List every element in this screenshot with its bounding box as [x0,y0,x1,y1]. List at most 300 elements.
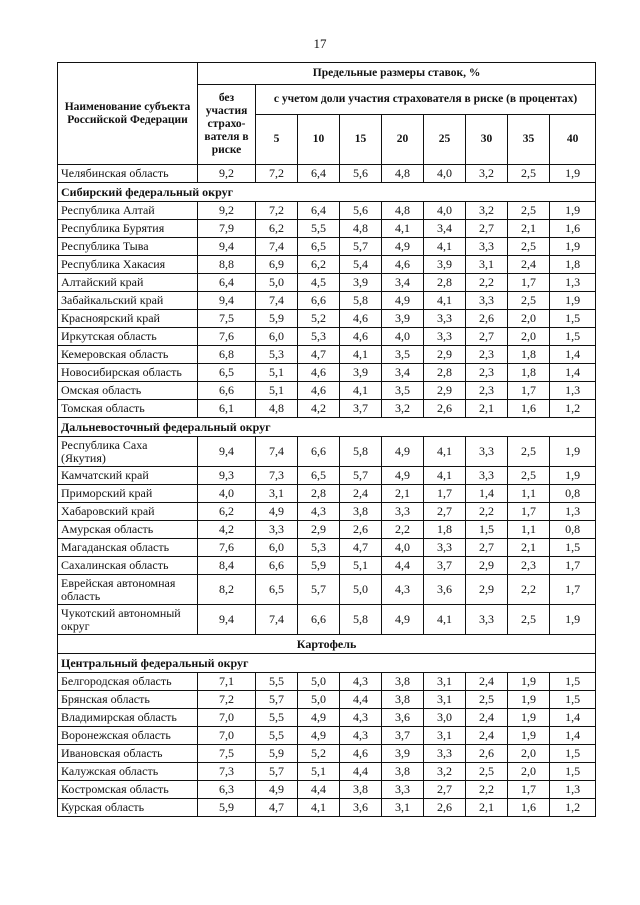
rate-share-25: 3,9 [424,256,466,274]
rate-share-5: 6,2 [256,220,298,238]
rate-no-share: 6,8 [198,346,256,364]
rate-share-35: 1,7 [508,503,550,521]
rate-share-5: 3,1 [256,485,298,503]
rate-share-40: 1,8 [550,256,596,274]
rate-share-15: 2,6 [340,521,382,539]
rate-share-40: 1,5 [550,328,596,346]
table-row [58,605,596,635]
rate-share-5: 7,4 [256,605,298,635]
rate-share-35: 2,1 [508,539,550,557]
rates-title-header: Предельные размеры ставок, % [198,63,596,85]
rate-share-25: 2,8 [424,274,466,292]
rate-share-25: 3,3 [424,539,466,557]
rate-share-10: 6,6 [298,437,340,467]
share-header-20: 20 [382,115,424,165]
table-row [58,673,596,691]
rate-share-30: 2,6 [466,310,508,328]
rate-share-15: 5,6 [340,202,382,220]
rate-share-20: 3,1 [382,799,424,817]
table-row [58,202,596,220]
rate-share-10: 6,4 [298,165,340,183]
rate-share-5: 4,7 [256,799,298,817]
rate-share-15: 5,7 [340,238,382,256]
rate-share-5: 5,1 [256,364,298,382]
rate-share-15: 5,0 [340,575,382,605]
rate-share-40: 1,9 [550,437,596,467]
region-name: Республика Хакасия [58,256,198,274]
rate-share-35: 1,9 [508,673,550,691]
share-header-30: 30 [466,115,508,165]
table-row [58,503,596,521]
rate-no-share: 4,0 [198,485,256,503]
rate-share-25: 3,4 [424,220,466,238]
section-heading: Центральный федеральный округ [58,654,596,673]
rate-share-25: 2,9 [424,346,466,364]
rate-share-25: 2,9 [424,382,466,400]
rate-no-share: 9,4 [198,605,256,635]
rate-share-35: 1,1 [508,521,550,539]
rate-share-5: 5,9 [256,745,298,763]
rate-share-25: 3,2 [424,763,466,781]
rate-share-35: 1,7 [508,274,550,292]
rate-share-40: 1,5 [550,310,596,328]
rate-share-20: 2,2 [382,521,424,539]
rate-share-30: 2,2 [466,781,508,799]
rate-share-5: 7,4 [256,292,298,310]
table-row [58,400,596,418]
rate-share-5: 5,5 [256,673,298,691]
rate-share-30: 3,2 [466,202,508,220]
rate-share-25: 2,7 [424,503,466,521]
rate-share-10: 4,3 [298,503,340,521]
table-row [58,557,596,575]
rate-share-25: 3,6 [424,575,466,605]
rate-no-share: 9,2 [198,165,256,183]
region-name: Амурская область [58,521,198,539]
share-header-10: 10 [298,115,340,165]
rate-share-20: 4,6 [382,256,424,274]
region-name: Омская область [58,382,198,400]
rate-share-35: 2,5 [508,605,550,635]
rate-share-25: 4,1 [424,238,466,256]
rate-share-30: 3,3 [466,292,508,310]
table-row [58,799,596,817]
region-name: Брянская область [58,691,198,709]
table-row [58,382,596,400]
rate-share-35: 2,0 [508,310,550,328]
rate-share-35: 2,3 [508,557,550,575]
rate-share-20: 3,4 [382,364,424,382]
rate-share-20: 4,3 [382,575,424,605]
rate-share-15: 5,6 [340,165,382,183]
rate-share-35: 2,5 [508,292,550,310]
rate-share-15: 4,4 [340,763,382,781]
rate-share-30: 3,1 [466,256,508,274]
rate-share-25: 3,0 [424,709,466,727]
rate-share-35: 1,9 [508,709,550,727]
rate-no-share: 6,5 [198,364,256,382]
rate-share-10: 4,9 [298,709,340,727]
rate-share-20: 4,0 [382,328,424,346]
rate-share-35: 1,9 [508,691,550,709]
region-name: Республика Бурятия [58,220,198,238]
rate-share-10: 2,8 [298,485,340,503]
rate-share-15: 4,1 [340,382,382,400]
rate-share-10: 4,6 [298,382,340,400]
rate-no-share: 7,6 [198,328,256,346]
rate-share-35: 1,7 [508,382,550,400]
rate-share-30: 3,3 [466,605,508,635]
rate-share-10: 4,6 [298,364,340,382]
rate-no-share: 7,1 [198,673,256,691]
rate-share-35: 2,0 [508,745,550,763]
rate-share-5: 4,8 [256,400,298,418]
region-name: Приморский край [58,485,198,503]
rate-no-share: 5,9 [198,799,256,817]
rate-share-15: 3,8 [340,781,382,799]
rate-share-15: 5,8 [340,292,382,310]
rate-share-10: 5,3 [298,539,340,557]
rate-share-5: 6,5 [256,575,298,605]
name-column-header: Наименование субъекта Российской Федерации [58,63,198,165]
rate-share-15: 4,3 [340,673,382,691]
rate-share-40: 1,7 [550,575,596,605]
rate-share-25: 4,1 [424,605,466,635]
table-row [58,727,596,745]
rate-share-30: 1,5 [466,521,508,539]
section-heading-row [58,183,596,202]
rate-no-share: 8,8 [198,256,256,274]
rate-share-40: 0,8 [550,485,596,503]
region-name: Томская область [58,400,198,418]
rate-no-share: 7,6 [198,539,256,557]
rate-share-25: 4,1 [424,292,466,310]
rate-share-30: 2,3 [466,364,508,382]
rate-no-share: 9,4 [198,238,256,256]
region-name: Курская область [58,799,198,817]
rate-share-35: 2,0 [508,328,550,346]
rate-share-35: 2,5 [508,437,550,467]
rate-share-20: 3,5 [382,346,424,364]
rate-share-35: 2,5 [508,467,550,485]
rate-no-share: 9,3 [198,467,256,485]
rate-share-40: 1,9 [550,202,596,220]
table-row [58,467,596,485]
rate-share-40: 1,5 [550,673,596,691]
rate-share-25: 1,7 [424,485,466,503]
rate-share-10: 4,7 [298,346,340,364]
rate-share-40: 1,5 [550,745,596,763]
rate-share-5: 4,9 [256,781,298,799]
table-row [58,256,596,274]
rate-share-35: 1,6 [508,799,550,817]
rate-share-25: 3,1 [424,727,466,745]
rate-share-5: 6,6 [256,557,298,575]
table-row [58,575,596,605]
rate-share-15: 4,4 [340,691,382,709]
rate-share-25: 3,1 [424,673,466,691]
rate-share-15: 4,3 [340,727,382,745]
rate-share-30: 3,3 [466,437,508,467]
rate-share-10: 4,5 [298,274,340,292]
rate-share-40: 0,8 [550,521,596,539]
table-row [58,220,596,238]
rate-share-10: 4,4 [298,781,340,799]
rate-share-20: 2,1 [382,485,424,503]
rate-share-30: 2,4 [466,709,508,727]
region-name: Владимирская область [58,709,198,727]
table-row [58,709,596,727]
table-row [58,310,596,328]
table-row [58,364,596,382]
rate-share-25: 4,1 [424,467,466,485]
rate-share-40: 1,5 [550,539,596,557]
rate-share-35: 2,0 [508,763,550,781]
rate-share-35: 1,7 [508,781,550,799]
rate-share-15: 5,7 [340,467,382,485]
rate-share-15: 3,9 [340,364,382,382]
rate-share-30: 2,6 [466,745,508,763]
rate-share-15: 5,1 [340,557,382,575]
table-row [58,745,596,763]
rate-no-share: 7,0 [198,709,256,727]
rate-share-30: 2,4 [466,727,508,745]
table-body [58,165,596,817]
rate-share-40: 1,3 [550,503,596,521]
rate-share-10: 6,4 [298,202,340,220]
rate-share-15: 4,3 [340,709,382,727]
region-name: Красноярский край [58,310,198,328]
rate-share-5: 4,9 [256,503,298,521]
rate-share-25: 3,7 [424,557,466,575]
rate-share-10: 2,9 [298,521,340,539]
rate-share-30: 1,4 [466,485,508,503]
rate-share-35: 2,5 [508,238,550,256]
rate-share-5: 5,5 [256,709,298,727]
table-row [58,763,596,781]
region-name: Чукотский автономный округ [58,605,198,635]
rate-no-share: 9,2 [198,202,256,220]
share-header-15: 15 [340,115,382,165]
rate-share-20: 4,9 [382,605,424,635]
region-name: Республика Саха (Якутия) [58,437,198,467]
rate-share-10: 5,7 [298,575,340,605]
rate-share-30: 2,9 [466,557,508,575]
rate-share-30: 3,3 [466,238,508,256]
rate-no-share: 7,0 [198,727,256,745]
rate-share-5: 3,3 [256,521,298,539]
rate-no-share: 6,1 [198,400,256,418]
rate-share-35: 2,4 [508,256,550,274]
region-name: Челябинская область [58,165,198,183]
rate-share-10: 6,6 [298,292,340,310]
rate-share-10: 5,9 [298,557,340,575]
rate-share-40: 1,9 [550,292,596,310]
rate-share-20: 4,9 [382,467,424,485]
region-name: Кемеровская область [58,346,198,364]
rate-share-20: 3,8 [382,673,424,691]
rate-share-15: 3,6 [340,799,382,817]
rate-share-40: 1,9 [550,238,596,256]
table-row [58,539,596,557]
rate-share-15: 4,1 [340,346,382,364]
rate-share-20: 4,0 [382,539,424,557]
rate-share-25: 3,1 [424,691,466,709]
rate-share-35: 2,1 [508,220,550,238]
rate-share-35: 1,8 [508,364,550,382]
rate-share-20: 3,5 [382,382,424,400]
region-name: Республика Тыва [58,238,198,256]
rate-share-40: 1,3 [550,382,596,400]
rate-share-20: 3,4 [382,274,424,292]
rate-share-10: 5,2 [298,745,340,763]
rate-share-5: 5,9 [256,310,298,328]
rate-share-25: 2,6 [424,799,466,817]
rate-share-35: 2,2 [508,575,550,605]
table-row [58,165,596,183]
rate-share-40: 1,5 [550,763,596,781]
rate-share-25: 2,6 [424,400,466,418]
region-name: Сахалинская область [58,557,198,575]
rate-share-40: 1,4 [550,727,596,745]
table-row [58,292,596,310]
rate-share-10: 5,2 [298,310,340,328]
share-header-40: 40 [550,115,596,165]
rate-share-40: 1,4 [550,346,596,364]
rate-share-35: 1,8 [508,346,550,364]
rate-share-30: 2,4 [466,673,508,691]
rate-share-30: 2,2 [466,274,508,292]
rate-share-5: 6,0 [256,539,298,557]
rate-share-20: 3,9 [382,310,424,328]
region-name: Хабаровский край [58,503,198,521]
rate-share-10: 6,5 [298,238,340,256]
rate-share-25: 4,0 [424,202,466,220]
region-name: Ивановская область [58,745,198,763]
rate-share-5: 7,4 [256,238,298,256]
region-name: Новосибирская область [58,364,198,382]
rate-share-20: 4,4 [382,557,424,575]
rate-no-share: 9,4 [198,292,256,310]
rate-share-40: 1,9 [550,605,596,635]
rate-no-share: 7,3 [198,763,256,781]
rate-share-40: 1,3 [550,274,596,292]
rate-share-20: 4,9 [382,437,424,467]
table-row [58,521,596,539]
region-name: Калужская область [58,763,198,781]
rate-share-25: 2,8 [424,364,466,382]
rate-share-10: 4,2 [298,400,340,418]
rate-no-share: 8,2 [198,575,256,605]
rate-share-35: 1,9 [508,727,550,745]
rate-no-share: 6,4 [198,274,256,292]
table-row [58,274,596,292]
share-header-25: 25 [424,115,466,165]
region-name: Белгородская область [58,673,198,691]
rate-share-40: 1,4 [550,709,596,727]
rate-share-15: 5,4 [340,256,382,274]
table-row [58,781,596,799]
rate-no-share: 6,6 [198,382,256,400]
rate-share-20: 4,8 [382,165,424,183]
rate-share-10: 5,5 [298,220,340,238]
rate-share-5: 6,9 [256,256,298,274]
rate-share-5: 5,1 [256,382,298,400]
rate-share-30: 2,2 [466,503,508,521]
rate-share-25: 3,3 [424,328,466,346]
table-row [58,437,596,467]
rate-share-15: 2,4 [340,485,382,503]
no-share-header: без участия страхо-вателя в риске [198,85,256,165]
region-name: Алтайский край [58,274,198,292]
rate-share-20: 4,9 [382,292,424,310]
rate-share-25: 3,3 [424,745,466,763]
crop-heading-row [58,635,596,654]
region-name: Республика Алтай [58,202,198,220]
rate-share-5: 6,0 [256,328,298,346]
rate-share-15: 3,7 [340,400,382,418]
rate-share-10: 6,5 [298,467,340,485]
rate-share-20: 3,7 [382,727,424,745]
rate-share-20: 3,6 [382,709,424,727]
rate-share-5: 5,5 [256,727,298,745]
rate-share-25: 1,8 [424,521,466,539]
rate-share-10: 5,0 [298,691,340,709]
rate-share-15: 5,8 [340,437,382,467]
rate-share-40: 1,3 [550,781,596,799]
rate-share-30: 2,1 [466,400,508,418]
region-name: Иркутская область [58,328,198,346]
rate-share-5: 5,0 [256,274,298,292]
rate-share-10: 6,6 [298,605,340,635]
rate-share-15: 4,6 [340,745,382,763]
rate-share-25: 2,7 [424,781,466,799]
rate-share-5: 7,4 [256,437,298,467]
section-heading-row [58,654,596,673]
rates-table [57,62,596,817]
rate-share-35: 1,1 [508,485,550,503]
rate-no-share: 7,2 [198,691,256,709]
rate-share-40: 1,4 [550,364,596,382]
rate-share-30: 2,1 [466,799,508,817]
rate-share-10: 4,1 [298,799,340,817]
rate-share-10: 4,9 [298,727,340,745]
rate-share-15: 4,6 [340,310,382,328]
region-name: Магаданская область [58,539,198,557]
region-name: Еврейская автономная область [58,575,198,605]
rate-share-35: 2,5 [508,202,550,220]
rate-share-15: 3,8 [340,503,382,521]
region-name: Забайкальский край [58,292,198,310]
rate-share-40: 1,6 [550,220,596,238]
rate-share-30: 2,3 [466,346,508,364]
rate-share-5: 7,2 [256,202,298,220]
rate-share-10: 5,3 [298,328,340,346]
rate-share-30: 3,3 [466,467,508,485]
rate-share-30: 2,3 [466,382,508,400]
rate-no-share: 7,5 [198,745,256,763]
rate-share-40: 1,9 [550,165,596,183]
rate-share-5: 5,7 [256,691,298,709]
rate-share-20: 3,9 [382,745,424,763]
table-header [58,63,596,165]
rate-share-20: 4,9 [382,238,424,256]
section-heading-row [58,418,596,437]
rate-share-30: 2,7 [466,539,508,557]
share-header-5: 5 [256,115,298,165]
table-row [58,346,596,364]
rate-share-20: 3,3 [382,503,424,521]
